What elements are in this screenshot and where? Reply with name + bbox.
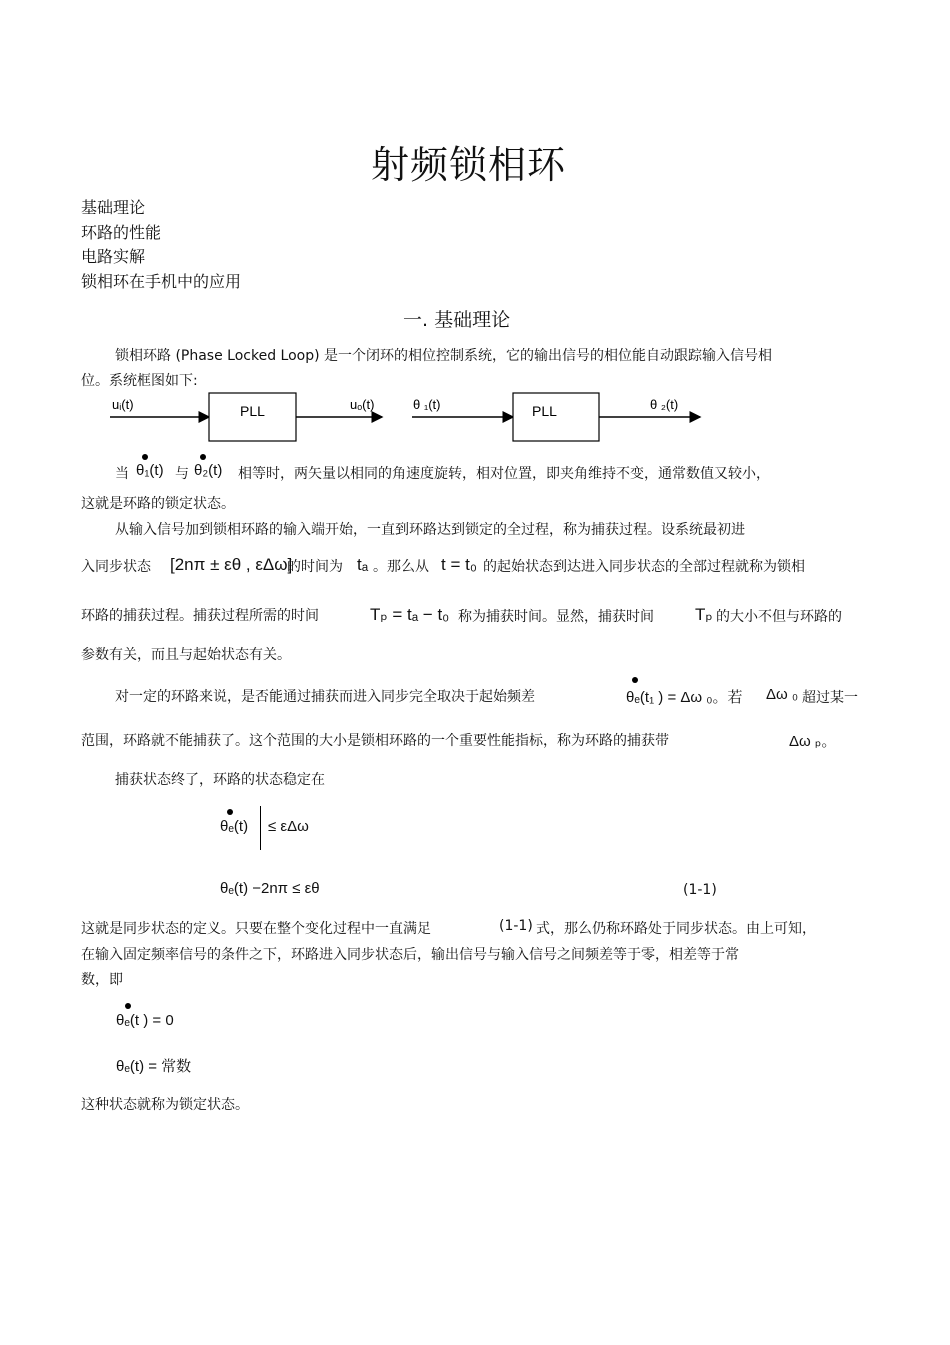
section-heading: 一. 基础理论	[403, 309, 511, 331]
ta-formula: tₐ	[357, 555, 369, 574]
capture-line-4: 参数有关，而且与起始状态有关。	[81, 647, 291, 663]
def-line-2: 在输入固定频率信号的条件之下，环路进入同步状态后，输出信号与输入信号之间频差等于零，相差等于常	[81, 947, 739, 963]
equation-1-rhs: ≤ εΔω	[268, 818, 309, 835]
def-ref: (1-1)	[499, 918, 533, 934]
lock-line-2: 这就是环路的锁定状态。	[81, 496, 235, 512]
final-text: 这种状态就称为锁定状态。	[81, 1097, 249, 1113]
label-pll-left: PLL	[240, 403, 265, 419]
label-theta2: θ ₂(t)	[650, 397, 679, 412]
capture-l2-post: 的起始状态到达进入同步状态的全部过程就称为锁相	[483, 559, 805, 575]
lock-post: 相等时，两矢量以相同的角速度旋转，相对位置，即夹角维持不变，通常数值又较小，	[238, 466, 770, 482]
def-l1-pre: 这就是同步状态的定义。只要在整个变化过程中一直满足	[81, 921, 431, 937]
label-theta1: θ ₁(t)	[413, 397, 441, 412]
label-pll-right: PLL	[532, 403, 557, 419]
lock-pre: 当	[115, 466, 129, 482]
final-equation-2: θₑ(t) = 常数	[116, 1058, 192, 1075]
theta1-formula: θ₁(t)	[136, 462, 164, 479]
toc-item-2: 环路的性能	[81, 223, 162, 242]
label-uo: uₒ(t)	[350, 397, 375, 412]
equation-number: (1-1)	[683, 882, 717, 898]
capture-band: Δω ₚ。	[789, 733, 837, 750]
toc-item-4: 锁相环在手机中的应用	[81, 272, 242, 291]
capture-line-1: 从输入信号加到锁相环路的输入端开始，一直到环路达到锁定的全过程，称为捕获过程。设系统最初进	[115, 522, 745, 538]
freq-l1-post: 超过某一	[802, 690, 858, 706]
final-equation-1: θₑ(t ) = 0	[116, 1012, 174, 1029]
toc-item-3: 电路实解	[81, 247, 146, 266]
equation-2: θₑ(t) −2nπ ≤ εθ	[220, 880, 320, 897]
pll-block-diagram	[100, 385, 720, 450]
document-title: 射频锁相环	[371, 143, 567, 187]
t-eq-formula: t = t₀	[441, 555, 477, 574]
capture-l3-pre: 环路的捕获过程。捕获过程所需的时间	[81, 608, 319, 624]
capture-l2-pre: 入同步状态	[81, 559, 151, 575]
intro-line-2: 位。系统框图如下:	[81, 373, 198, 389]
derivative-dot	[200, 454, 206, 460]
def-line-3: 数，即	[81, 972, 123, 988]
equation-1-lhs: θₑ(t)	[220, 818, 249, 835]
def-l1-post: 式，那么仍称环路处于同步状态。由上可知，	[536, 921, 816, 937]
derivative-dot	[227, 809, 233, 815]
capture-l2-mid: 的时间为	[287, 559, 343, 575]
tp-formula: Tₚ = tₐ − t₀	[370, 605, 450, 624]
capture-l2-mid2: 。那么从	[373, 559, 429, 575]
tp-symbol: Tₚ	[695, 605, 713, 624]
freq-line-2: 范围，环路就不能捕获了。这个范围的大小是锁相环路的一个重要性能指标，称为环路的捕获带	[81, 733, 669, 749]
sync-interval-formula: [2nπ ± εθ , εΔω]	[170, 555, 293, 574]
theta2-formula: θ₂(t)	[194, 462, 223, 479]
capture-l3-post: 的大小不但与环路的	[716, 609, 842, 625]
capture-l3-mid: 称为捕获时间。显然，捕获时间	[458, 609, 654, 625]
derivative-dot	[632, 677, 638, 683]
lock-and: 与	[175, 466, 189, 482]
initial-freq-formula: θₑ(t₁ ) = Δω ₀。若	[626, 689, 743, 706]
abs-value-bar	[260, 806, 261, 850]
derivative-dot	[142, 454, 148, 460]
delta-omega-0: Δω ₀	[766, 686, 799, 703]
label-ui: uᵢ(t)	[112, 397, 134, 412]
derivative-dot	[125, 1003, 131, 1009]
steady-text: 捕获状态终了，环路的状态稳定在	[115, 772, 325, 788]
freq-l1-pre: 对一定的环路来说，是否能通过捕获而进入同步完全取决于起始频差	[115, 689, 535, 705]
toc-item-1: 基础理论	[81, 198, 146, 217]
intro-line-1: 锁相环路 (Phase Locked Loop) 是一个闭环的相位控制系统，它的输出信号的相位能自动跟踪输入信号相	[115, 348, 773, 364]
